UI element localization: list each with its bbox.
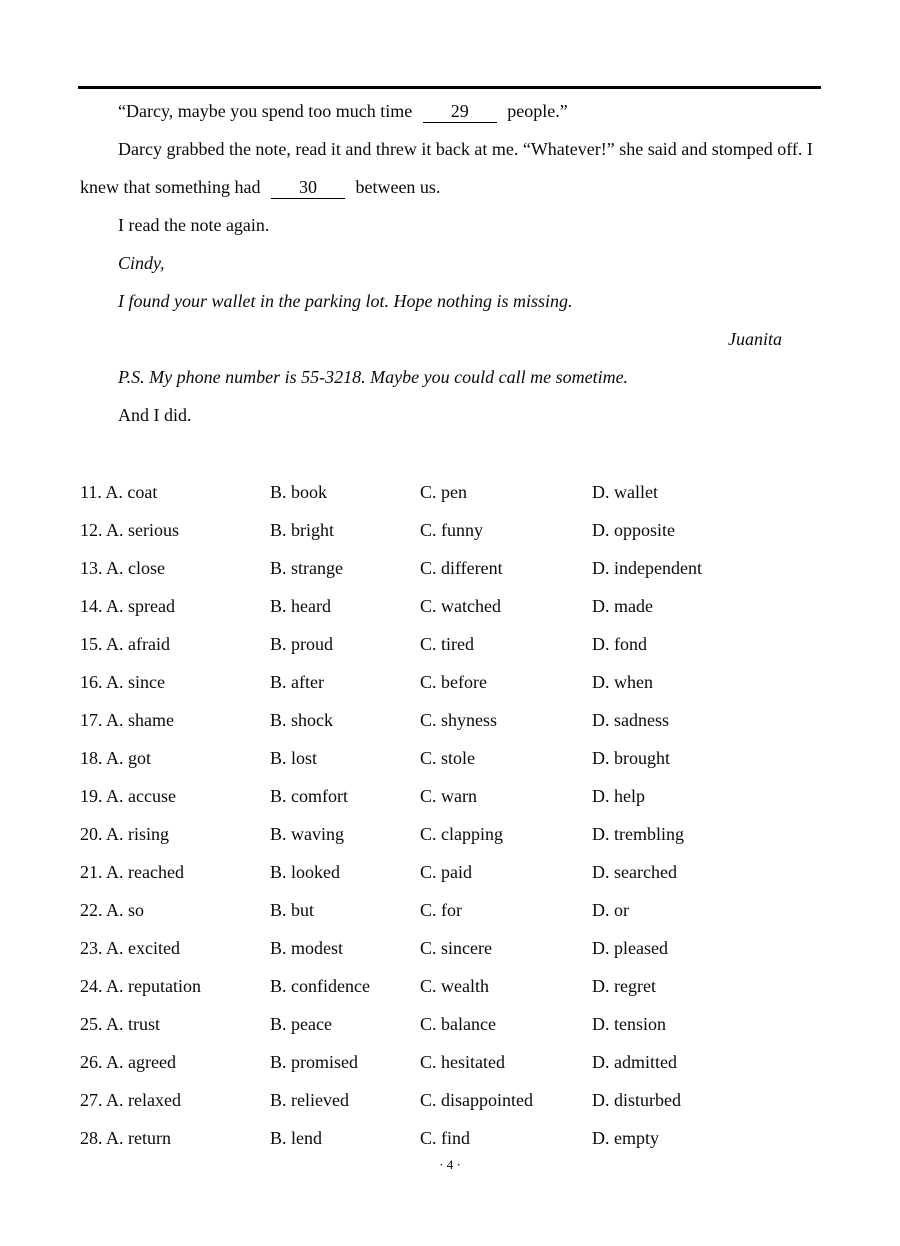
option-letter: D.: [592, 1090, 610, 1110]
option-letter: B.: [270, 1014, 287, 1034]
option-letter: D.: [592, 672, 610, 692]
option-word: trust: [128, 1014, 161, 1034]
option-a-cell: [80, 1119, 270, 1157]
passage-para-4: And I did.: [118, 405, 192, 425]
option-letter: C.: [420, 976, 437, 996]
option-word: paid: [441, 862, 473, 882]
question-row: [80, 967, 820, 1005]
option-letter: A.: [106, 938, 124, 958]
option-b-cell: [270, 473, 420, 511]
option-letter: A.: [105, 482, 123, 502]
header-rule: [78, 86, 821, 89]
option-letter: A.: [106, 1128, 124, 1148]
option-letter: A.: [106, 900, 124, 920]
option-c-cell: [420, 1043, 592, 1081]
option-d-cell: [592, 815, 820, 853]
question-row: [80, 1043, 820, 1081]
option-word: watched: [441, 596, 501, 616]
option-letter: C.: [420, 1090, 437, 1110]
note-signature: Juanita: [728, 329, 782, 349]
option-b-cell: [270, 1081, 420, 1119]
option-word: heard: [291, 596, 331, 616]
option-b-cell: [270, 777, 420, 815]
option-b-cell: [270, 967, 420, 1005]
option-word: close: [128, 558, 165, 578]
option-letter: B.: [270, 976, 287, 996]
option-letter: A.: [106, 786, 124, 806]
option-letter: A.: [106, 520, 124, 540]
option-d-cell: [592, 891, 820, 929]
option-letter: D.: [592, 558, 610, 578]
option-letter: D.: [592, 634, 610, 654]
option-word: made: [614, 596, 653, 616]
option-letter: A.: [106, 710, 124, 730]
option-word: opposite: [614, 520, 675, 540]
option-word: after: [291, 672, 324, 692]
option-a-cell: [80, 853, 270, 891]
option-letter: C.: [420, 520, 437, 540]
option-c-cell: [420, 815, 592, 853]
option-letter: D.: [592, 862, 610, 882]
option-word: return: [128, 1128, 171, 1148]
option-word: disturbed: [614, 1090, 681, 1110]
option-a-cell: [80, 1081, 270, 1119]
option-a-cell: [80, 587, 270, 625]
passage-text: between us.: [355, 177, 441, 197]
option-a-cell: [80, 739, 270, 777]
option-letter: A.: [106, 824, 124, 844]
option-c-cell: [420, 739, 592, 777]
option-b-cell: [270, 1005, 420, 1043]
option-b-cell: [270, 739, 420, 777]
option-letter: B.: [270, 786, 287, 806]
question-number: 11.: [80, 482, 102, 502]
option-b-cell: [270, 663, 420, 701]
option-c-cell: [420, 891, 592, 929]
option-word: reputation: [128, 976, 201, 996]
option-word: hesitated: [441, 1052, 505, 1072]
option-c-cell: [420, 1005, 592, 1043]
option-word: looked: [291, 862, 341, 882]
option-word: got: [128, 748, 152, 768]
option-d-cell: [592, 853, 820, 891]
option-d-cell: [592, 777, 820, 815]
option-b-cell: [270, 929, 420, 967]
cloze-blank-30: 30: [271, 176, 345, 199]
option-b-cell: [270, 891, 420, 929]
option-word: disappointed: [441, 1090, 534, 1110]
passage-text: people.”: [507, 101, 568, 121]
option-word: wallet: [614, 482, 658, 502]
option-word: shyness: [441, 710, 498, 730]
question-number: 15.: [80, 634, 103, 654]
option-b-cell: [270, 853, 420, 891]
option-letter: C.: [420, 1052, 437, 1072]
option-word: help: [614, 786, 645, 806]
option-c-cell: [420, 1081, 592, 1119]
option-d-cell: [592, 511, 820, 549]
option-letter: B.: [270, 1052, 287, 1072]
option-a-cell: [80, 1005, 270, 1043]
question-row: [80, 549, 820, 587]
option-letter: A.: [106, 634, 124, 654]
option-letter: B.: [270, 938, 287, 958]
option-c-cell: [420, 587, 592, 625]
option-b-cell: [270, 511, 420, 549]
option-word: peace: [291, 1014, 332, 1034]
question-number: 25.: [80, 1014, 103, 1034]
option-word: sadness: [614, 710, 669, 730]
option-d-cell: [592, 701, 820, 739]
option-c-cell: [420, 625, 592, 663]
page-content: [80, 92, 820, 1157]
option-a-cell: [80, 777, 270, 815]
option-letter: C.: [420, 748, 437, 768]
option-word: rising: [128, 824, 170, 844]
option-c-cell: [420, 549, 592, 587]
option-a-cell: [80, 663, 270, 701]
option-b-cell: [270, 587, 420, 625]
question-row: [80, 1119, 820, 1157]
option-letter: A.: [106, 672, 124, 692]
option-a-cell: [80, 1043, 270, 1081]
option-letter: D.: [592, 748, 610, 768]
option-letter: C.: [420, 482, 437, 502]
option-a-cell: [80, 625, 270, 663]
option-word: or: [614, 900, 629, 920]
option-letter: B.: [270, 1128, 287, 1148]
question-row: [80, 815, 820, 853]
option-c-cell: [420, 511, 592, 549]
option-d-cell: [592, 663, 820, 701]
option-word: admitted: [614, 1052, 677, 1072]
option-word: excited: [128, 938, 180, 958]
option-word: fond: [614, 634, 647, 654]
option-c-cell: [420, 777, 592, 815]
option-word: modest: [291, 938, 344, 958]
option-letter: C.: [420, 862, 437, 882]
option-word: when: [614, 672, 653, 692]
option-letter: B.: [270, 748, 287, 768]
question-number: 18.: [80, 748, 103, 768]
option-letter: B.: [270, 1090, 287, 1110]
option-letter: B.: [270, 596, 287, 616]
option-letter: A.: [106, 558, 124, 578]
option-letter: A.: [106, 976, 124, 996]
option-letter: A.: [106, 862, 124, 882]
option-word: bright: [291, 520, 335, 540]
option-d-cell: [592, 1119, 820, 1157]
option-letter: C.: [420, 558, 437, 578]
option-letter: C.: [420, 596, 437, 616]
passage-para-1: [80, 92, 820, 130]
page-number: · 4 ·: [439, 1157, 461, 1172]
question-number: 14.: [80, 596, 103, 616]
option-word: comfort: [291, 786, 348, 806]
option-word: so: [128, 900, 145, 920]
question-row: [80, 739, 820, 777]
option-word: agreed: [128, 1052, 176, 1072]
option-letter: D.: [592, 1014, 610, 1034]
note-salutation: Cindy,: [118, 253, 165, 273]
option-a-cell: [80, 891, 270, 929]
option-word: independent: [614, 558, 702, 578]
option-letter: B.: [270, 520, 287, 540]
option-word: relaxed: [128, 1090, 181, 1110]
question-number: 22.: [80, 900, 103, 920]
question-number: 13.: [80, 558, 103, 578]
option-letter: C.: [420, 900, 437, 920]
question-number: 16.: [80, 672, 103, 692]
option-letter: C.: [420, 824, 437, 844]
question-number: 26.: [80, 1052, 103, 1072]
option-letter: B.: [270, 634, 287, 654]
question-row: [80, 625, 820, 663]
option-word: strange: [291, 558, 343, 578]
option-d-cell: [592, 473, 820, 511]
option-d-cell: [592, 739, 820, 777]
option-letter: C.: [420, 1128, 437, 1148]
option-b-cell: [270, 1043, 420, 1081]
option-letter: C.: [420, 938, 437, 958]
question-row: [80, 663, 820, 701]
option-b-cell: [270, 815, 420, 853]
option-letter: A.: [106, 1090, 124, 1110]
option-letter: D.: [592, 1052, 610, 1072]
option-word: promised: [291, 1052, 359, 1072]
option-word: relieved: [291, 1090, 349, 1110]
option-c-cell: [420, 701, 592, 739]
option-letter: C.: [420, 672, 437, 692]
option-word: find: [441, 1128, 471, 1148]
option-letter: B.: [270, 672, 287, 692]
question-row: [80, 1005, 820, 1043]
option-word: accuse: [128, 786, 176, 806]
option-letter: A.: [106, 748, 124, 768]
option-c-cell: [420, 1119, 592, 1157]
option-d-cell: [592, 1043, 820, 1081]
question-row: [80, 511, 820, 549]
option-word: shock: [291, 710, 334, 730]
option-word: afraid: [128, 634, 170, 654]
option-c-cell: [420, 929, 592, 967]
option-a-cell: [80, 815, 270, 853]
question-row: [80, 587, 820, 625]
option-letter: C.: [420, 1014, 437, 1034]
question-list: [80, 473, 820, 1157]
option-c-cell: [420, 853, 592, 891]
passage-text: “Darcy, maybe you spend too much time: [118, 101, 413, 121]
question-row: [80, 929, 820, 967]
option-word: shame: [128, 710, 174, 730]
option-word: different: [441, 558, 503, 578]
option-letter: B.: [270, 900, 287, 920]
option-d-cell: [592, 625, 820, 663]
option-letter: D.: [592, 786, 610, 806]
option-letter: C.: [420, 710, 437, 730]
note-postscript: P.S. My phone number is 55-3218. Maybe you could call me sometime.: [118, 367, 629, 387]
question-row: [80, 701, 820, 739]
option-word: tension: [614, 1014, 666, 1034]
question-row: [80, 777, 820, 815]
question-row: [80, 473, 820, 511]
option-word: pleased: [614, 938, 668, 958]
option-word: but: [291, 900, 315, 920]
option-b-cell: [270, 549, 420, 587]
option-letter: D.: [592, 824, 610, 844]
option-letter: D.: [592, 938, 610, 958]
option-word: empty: [614, 1128, 659, 1148]
option-word: before: [441, 672, 487, 692]
option-letter: B.: [270, 482, 287, 502]
option-a-cell: [80, 549, 270, 587]
option-d-cell: [592, 1005, 820, 1043]
option-a-cell: [80, 967, 270, 1005]
option-word: funny: [441, 520, 484, 540]
option-word: regret: [614, 976, 656, 996]
option-letter: C.: [420, 786, 437, 806]
option-d-cell: [592, 929, 820, 967]
option-a-cell: [80, 701, 270, 739]
passage-para-2: [80, 130, 820, 206]
option-word: tired: [441, 634, 475, 654]
option-word: lost: [291, 748, 318, 768]
option-letter: B.: [270, 710, 287, 730]
question-row: [80, 853, 820, 891]
option-word: confidence: [291, 976, 370, 996]
question-number: 12.: [80, 520, 103, 540]
question-row: [80, 1081, 820, 1119]
question-number: 17.: [80, 710, 103, 730]
option-word: reached: [128, 862, 184, 882]
option-d-cell: [592, 967, 820, 1005]
option-b-cell: [270, 701, 420, 739]
option-word: clapping: [441, 824, 503, 844]
cloze-blank-29: 29: [423, 100, 497, 123]
note-body: I found your wallet in the parking lot. Hope nothing is missing.: [118, 291, 573, 311]
option-b-cell: [270, 1119, 420, 1157]
option-c-cell: [420, 663, 592, 701]
option-word: stole: [441, 748, 476, 768]
option-letter: D.: [592, 596, 610, 616]
option-word: warn: [441, 786, 477, 806]
option-word: pen: [441, 482, 468, 502]
option-letter: A.: [106, 596, 124, 616]
option-letter: A.: [106, 1052, 124, 1072]
option-a-cell: [80, 473, 270, 511]
option-word: brought: [614, 748, 670, 768]
option-letter: D.: [592, 900, 610, 920]
option-word: searched: [614, 862, 677, 882]
option-d-cell: [592, 587, 820, 625]
option-c-cell: [420, 473, 592, 511]
option-word: since: [128, 672, 165, 692]
option-letter: B.: [270, 862, 287, 882]
option-letter: D.: [592, 1128, 610, 1148]
passage: [80, 92, 820, 434]
option-word: wealth: [441, 976, 489, 996]
passage-para-3: I read the note again.: [118, 215, 270, 235]
question-number: 24.: [80, 976, 103, 996]
option-word: book: [291, 482, 328, 502]
option-word: for: [441, 900, 463, 920]
option-word: serious: [128, 520, 180, 540]
option-d-cell: [592, 1081, 820, 1119]
option-d-cell: [592, 549, 820, 587]
option-word: coat: [127, 482, 158, 502]
question-row: [80, 891, 820, 929]
question-number: 20.: [80, 824, 103, 844]
option-letter: D.: [592, 520, 610, 540]
option-letter: B.: [270, 558, 287, 578]
option-word: proud: [291, 634, 334, 654]
option-letter: D.: [592, 710, 610, 730]
option-letter: D.: [592, 976, 610, 996]
question-number: 21.: [80, 862, 103, 882]
option-b-cell: [270, 625, 420, 663]
option-letter: C.: [420, 634, 437, 654]
option-letter: A.: [106, 1014, 124, 1034]
option-word: trembling: [614, 824, 684, 844]
question-number: 27.: [80, 1090, 103, 1110]
option-c-cell: [420, 967, 592, 1005]
option-word: sincere: [441, 938, 492, 958]
option-word: lend: [291, 1128, 323, 1148]
option-letter: B.: [270, 824, 287, 844]
option-word: spread: [128, 596, 175, 616]
question-number: 28.: [80, 1128, 103, 1148]
option-word: waving: [291, 824, 345, 844]
option-letter: D.: [592, 482, 610, 502]
option-word: balance: [441, 1014, 496, 1034]
option-a-cell: [80, 511, 270, 549]
question-number: 19.: [80, 786, 103, 806]
passage-text: Darcy grabbed the note, read it and threw it back at me. “Whatever!” she said and stomped off. I knew that something had: [80, 139, 813, 197]
option-a-cell: [80, 929, 270, 967]
question-number: 23.: [80, 938, 103, 958]
